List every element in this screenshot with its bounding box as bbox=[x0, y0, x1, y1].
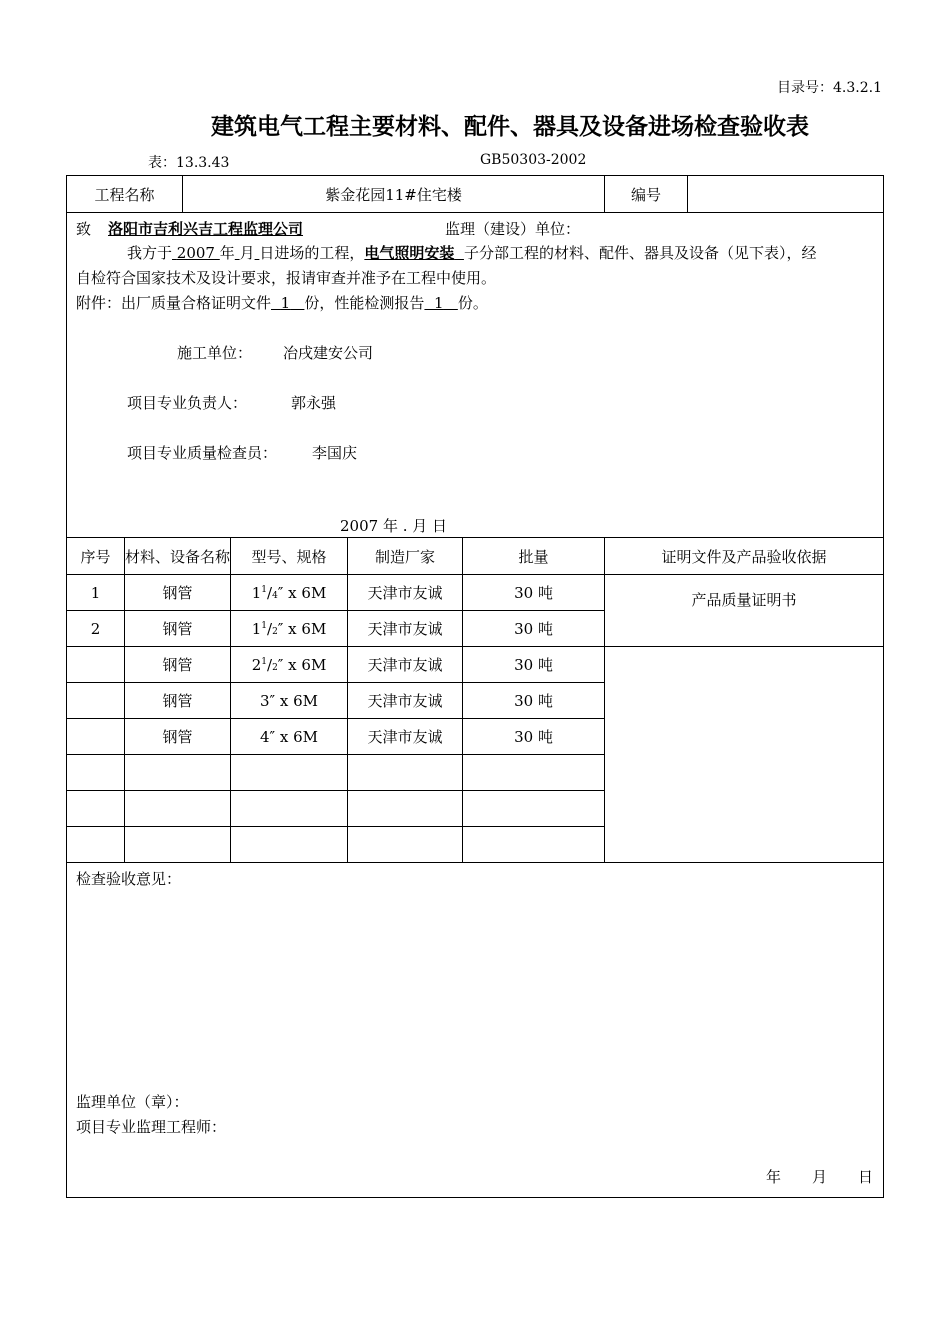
certificate-count: 1 bbox=[280, 294, 291, 312]
row-number: 2 bbox=[67, 611, 125, 647]
column-header-row bbox=[67, 538, 884, 575]
column-header: 序号 bbox=[67, 538, 125, 575]
manufacturer: 天津市友诚 bbox=[348, 683, 463, 719]
supervisor-unit-label: 监理单位（章）： bbox=[76, 1093, 189, 1111]
project-name-label: 工程名称 bbox=[67, 176, 183, 213]
letter-line-2: 自检符合国家技术及设计要求，报请审查并准予在工程中使用。 bbox=[76, 269, 497, 287]
spec: $1^1/4''$ x 6M bbox=[231, 575, 348, 611]
catalog-number: 目录号：4.3.2.1 bbox=[777, 80, 882, 96]
opinion-date-day: 日 bbox=[858, 1168, 874, 1186]
material-name: 钢管 bbox=[125, 719, 231, 755]
supervision-unit-label: 监理（建设）单位： bbox=[445, 220, 581, 238]
supervisor-engineer-label: 项目专业监理工程师： bbox=[76, 1118, 227, 1136]
quality-inspector-value: 李国庆 bbox=[312, 444, 358, 462]
inspection-opinion bbox=[67, 863, 884, 1198]
spec: 4″ x 6M bbox=[231, 719, 348, 755]
letter-date: 2007 年 . 月 日 bbox=[340, 517, 448, 535]
manufacturer: 天津市友诚 bbox=[348, 611, 463, 647]
project-name-value: 紫金花园11#住宅楼 bbox=[183, 176, 605, 213]
header-row bbox=[67, 176, 884, 213]
column-header: 制造厂家 bbox=[348, 538, 463, 575]
table-row bbox=[67, 575, 884, 611]
opinion-label: 检查验收意见： bbox=[76, 870, 182, 888]
entry-year: 2007 bbox=[176, 244, 215, 262]
spec: $1^1/2''$ x 6M bbox=[231, 611, 348, 647]
column-header: 材料、设备名称 bbox=[125, 538, 231, 575]
row-number: 1 bbox=[67, 575, 125, 611]
form-number: 表：13.3.43 bbox=[148, 155, 230, 171]
page-title: 建筑电气工程主要材料、配件、器具及设备进场检查验收表 bbox=[211, 114, 809, 140]
contractor-label: 施工单位： bbox=[177, 344, 253, 362]
column-header: 证明文件及产品验收依据 bbox=[605, 538, 884, 575]
material-name: 钢管 bbox=[125, 611, 231, 647]
material-name: 钢管 bbox=[125, 647, 231, 683]
column-header: 批量 bbox=[463, 538, 605, 575]
column-header: 型号、规格 bbox=[231, 538, 348, 575]
contractor-value: 冶戌建安公司 bbox=[283, 344, 374, 362]
attachment-line: 附件：出厂质量合格证明文件 1 份，性能检测报告 1 份。 bbox=[76, 294, 488, 312]
application-letter bbox=[67, 213, 884, 538]
quantity: 30 吨 bbox=[463, 575, 605, 611]
spec: 3″ x 6M bbox=[231, 683, 348, 719]
acceptance-form bbox=[66, 175, 884, 1198]
manufacturer: 天津市友诚 bbox=[348, 647, 463, 683]
to-prefix: 致 bbox=[76, 220, 92, 238]
manufacturer: 天津市友诚 bbox=[348, 719, 463, 755]
proof-document: 产品质量证明书 bbox=[605, 575, 884, 647]
sub-work-name: 电气照明安装 bbox=[364, 244, 455, 262]
quantity: 30 吨 bbox=[463, 611, 605, 647]
material-name: 钢管 bbox=[125, 683, 231, 719]
quantity: 30 吨 bbox=[463, 683, 605, 719]
row-number bbox=[67, 719, 125, 755]
standard-code: GB50303-2002 bbox=[480, 152, 587, 168]
opinion-date-year: 年 bbox=[766, 1168, 782, 1186]
quantity: 30 吨 bbox=[463, 719, 605, 755]
supervision-company: 洛阳市吉利兴吉工程监理公司 bbox=[108, 220, 304, 238]
spec: $2^1/2''$ x 6M bbox=[231, 647, 348, 683]
row-number bbox=[67, 647, 125, 683]
project-manager-value: 郭永强 bbox=[291, 394, 337, 412]
table-row bbox=[67, 647, 884, 683]
manufacturer: 天津市友诚 bbox=[348, 575, 463, 611]
number-label: 编号 bbox=[605, 176, 688, 213]
project-manager-label: 项目专业负责人： bbox=[127, 394, 248, 412]
proof-document-empty bbox=[605, 647, 884, 863]
quality-inspector-label: 项目专业质量检查员： bbox=[127, 444, 278, 462]
opinion-date-month: 月 bbox=[812, 1168, 828, 1186]
report-count: 1 bbox=[433, 294, 444, 312]
number-value bbox=[688, 176, 884, 213]
row-number bbox=[67, 683, 125, 719]
material-name: 钢管 bbox=[125, 575, 231, 611]
letter-line-1: 我方于 2007 年 月 日进场的工程，电气照明安装 子分部工程的材料、配件、器具及设备（见下表），经 bbox=[127, 244, 817, 262]
quantity: 30 吨 bbox=[463, 647, 605, 683]
